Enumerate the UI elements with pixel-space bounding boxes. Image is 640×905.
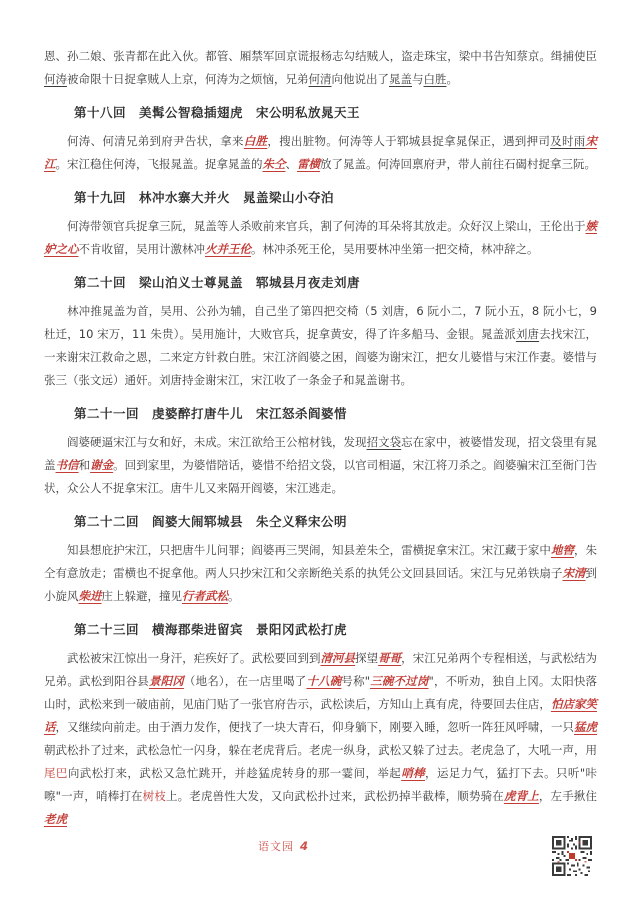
highlighted-term: 晁盖 bbox=[389, 72, 412, 86]
text-run: 、 bbox=[285, 157, 297, 171]
page-footer bbox=[258, 838, 309, 854]
text-run: 向他说出了 bbox=[331, 72, 389, 86]
highlighted-term: 尾巴 bbox=[44, 766, 68, 780]
chapter-heading: 第二十一回 虔婆醉打唐牛儿 宋江怒杀阎婆惜 bbox=[74, 406, 348, 421]
text-run: 不肯收留，吴用计激林冲 bbox=[78, 242, 205, 256]
text-run: 。 bbox=[228, 589, 240, 603]
highlighted-term: 十八碗 bbox=[306, 674, 342, 688]
text-run: ，朱仝有意放走；雷横也不捉拿他。两人只抄宋江和父亲断绝关系的执凭公文回县回话。宋江与兄弟铁扇子 bbox=[44, 543, 598, 580]
highlighted-term: 三碗不过岗 bbox=[370, 674, 429, 688]
highlighted-term: 嫉妒之心 bbox=[44, 219, 597, 256]
highlighted-term: 宋江 bbox=[44, 134, 598, 171]
highlighted-term: 哥哥 bbox=[378, 651, 402, 665]
chapter-heading: 第二十三回 横海郡柴进留宾 景阳冈武松打虎 bbox=[74, 622, 348, 637]
text-run: 向武松打来，武松又急忙跳开，并趁猛虎转身的那一霎间，举起 bbox=[67, 766, 402, 780]
highlighted-term: 行者武松 bbox=[182, 589, 228, 603]
text-run: 武松被宋江惊出一身汗，疟疾好了。武松要回到到 bbox=[67, 651, 321, 665]
text-run: 和 bbox=[78, 458, 91, 472]
qr-code-icon bbox=[552, 836, 592, 876]
highlighted-term: 虎背上 bbox=[503, 789, 539, 803]
text-run: （地名），在一店里喝了 bbox=[183, 674, 307, 688]
text-run: 到小旋风 bbox=[44, 566, 597, 603]
text-run: 探望 bbox=[355, 651, 379, 665]
text-run: 何涛带领官兵捉拿三阮，晁盖等人杀败前来官兵，割了何涛的耳朵将其放走。众好汉上梁山，王伦出于 bbox=[67, 219, 586, 233]
text-run: 。宋江稳住何涛，飞报晁盖。捉拿晁盖的 bbox=[55, 157, 263, 171]
highlighted-term: 书信 bbox=[55, 458, 79, 472]
highlighted-term: 谢金 bbox=[90, 458, 114, 472]
chapter-heading: 第二十二回 阎婆大闹郓城县 朱仝义释宋公明 bbox=[74, 514, 348, 529]
paragraph bbox=[44, 300, 597, 392]
footer-label: 语文园 bbox=[258, 840, 294, 853]
text-run: 号称" bbox=[341, 674, 371, 688]
text-run: 阎婆硬逼宋江与女和好，未成。宋江欲给王公棺材钱，发现 bbox=[67, 435, 367, 449]
text-run: 去找宋江，一来谢宋江救命之恩，二来定方针救白胜。宋江济阎婆之困，阎婆为谢宋江，把女儿婆惜与宋江作妻。婆惜与张三（张文远）通奸。刘唐持金谢宋江，宋江收了一条金子和晁盖谢书。 bbox=[44, 327, 597, 387]
text-run: 知县想庇护宋江，只把唐牛儿问罪；阎婆再三哭闹，知县差朱仝，雷横捉拿宋江。宋江藏于家中 bbox=[67, 543, 551, 557]
text-run: 何涛、何清兄弟到府尹告状，拿来 bbox=[67, 134, 244, 148]
text-run: 忘在家中，被婆惜发现，招文袋里有晁盖 bbox=[44, 435, 598, 472]
highlighted-term: 猛虎 bbox=[573, 720, 598, 734]
highlighted-term: 雷横 bbox=[297, 157, 320, 171]
paragraph bbox=[44, 130, 597, 176]
text-run: 朝武松扑了过来，武松急忙一闪身，躲在老虎背后。老虎一纵身，武松又躲了过去。老虎急了，大吼一声，用 bbox=[44, 743, 597, 757]
highlighted-term: 哨棒 bbox=[401, 766, 426, 780]
text-run: ，搜出脏物。何涛等人于郓城县捉拿晁保正，遇到押司 bbox=[267, 134, 551, 148]
highlighted-term: 刘唐 bbox=[515, 327, 540, 341]
highlighted-term: 及时雨 bbox=[550, 134, 586, 148]
highlighted-term: 地窖 bbox=[550, 543, 574, 557]
paragraph bbox=[44, 647, 597, 831]
highlighted-term: 老虎 bbox=[44, 812, 67, 826]
document-body bbox=[44, 45, 597, 831]
highlighted-term: 火并王伦 bbox=[205, 242, 251, 256]
text-run: 放了晁盖。何涛回禀府尹，带人前往石碣村捉拿三阮。 bbox=[320, 157, 596, 171]
text-run: "，不听劝，独自上冈。太阳快落山时，武松来到一破庙前，见庙门贴了一张官府告示，武松读后，方知山上真有虎，待要回去住店， bbox=[44, 674, 598, 711]
text-run: ，宋江兄弟两个专程相送，与武松结为兄弟。武松到阳谷县 bbox=[44, 651, 598, 688]
paragraph bbox=[44, 539, 597, 608]
highlighted-term: 朱仝 bbox=[262, 157, 286, 171]
text-run: 。 bbox=[446, 72, 458, 86]
highlighted-term: 宋清 bbox=[562, 566, 586, 580]
highlighted-term: 何清 bbox=[308, 72, 332, 86]
text-run: 恩、孙二娘、张青都在此入伙。都管、厢禁军回京谎报杨志勾结贼人，盗走珠宝，梁中书告知蔡京。缉捕使臣 bbox=[44, 49, 597, 63]
text-run: ，运足力气，猛打下去。只听"咔嚓"一声，哨棒打在 bbox=[44, 766, 598, 803]
text-run: 。回到家里，为婆惜陪话，婆惜不给招文袋，以官司相逼，宋江将刀杀之。阎婆骗宋江至衙门告状，众公人不捉拿宋江。唐牛儿又来隔开阎婆，宋江逃走。 bbox=[44, 458, 598, 495]
paragraph bbox=[44, 431, 597, 500]
text-run: ，又继续向前走。由于酒力发作，便找了一块大青石，仰身躺下，刚要入睡，忽听一阵狂风呼啸，一只 bbox=[55, 720, 574, 734]
paragraph bbox=[44, 215, 597, 261]
text-run: 。林冲杀死王伦，吴用要林冲坐第一把交椅，林冲辞之。 bbox=[251, 242, 539, 256]
chapter-heading: 第十八回 美髯公智稳插翅虎 宋公明私放晁天王 bbox=[74, 105, 361, 120]
highlighted-term: 白胜 bbox=[243, 134, 268, 148]
highlighted-term: 柴进 bbox=[78, 589, 102, 603]
text-run: ，左手揪住 bbox=[538, 789, 598, 803]
highlighted-term: 树枝 bbox=[142, 789, 166, 803]
chapter-heading: 第二十回 梁山泊义士尊晁盖 郓城县月夜走刘唐 bbox=[74, 275, 361, 290]
text-run: 林冲推晁盖为首，吴用、公孙为辅，自己坐了第四把交椅（5 刘唐，6 阮小二，7 阮小五，8 阮小七，9 杜迁，10 宋万，11 朱贵）。吴用施计，大败官兵，捉拿黄安，得了许多船马、金银。晁盖派 bbox=[44, 304, 597, 341]
text-run: 被命限十日捉拿贼人上京，何涛为之烦恼，兄弟 bbox=[67, 72, 309, 86]
paragraph bbox=[44, 45, 597, 91]
highlighted-term: 招文袋 bbox=[366, 435, 402, 449]
text-run: 上。老虎兽性大发，又向武松扑过来，武松扔掉半截棒，顺势骑在 bbox=[165, 789, 504, 803]
text-run: 与 bbox=[412, 72, 424, 86]
highlighted-term: 怕店家笑话 bbox=[44, 697, 598, 734]
text-run: 庄上躲避，撞见 bbox=[101, 589, 182, 603]
chapter-heading: 第十九回 林冲水寨大并火 晁盖梁山小夺泊 bbox=[74, 190, 335, 205]
highlighted-term: 白胜 bbox=[423, 72, 447, 86]
highlighted-term: 景阳冈 bbox=[148, 674, 184, 688]
highlighted-term: 何涛 bbox=[44, 72, 67, 86]
page-number: 4 bbox=[300, 839, 310, 853]
highlighted-term: 清河县 bbox=[320, 651, 356, 665]
